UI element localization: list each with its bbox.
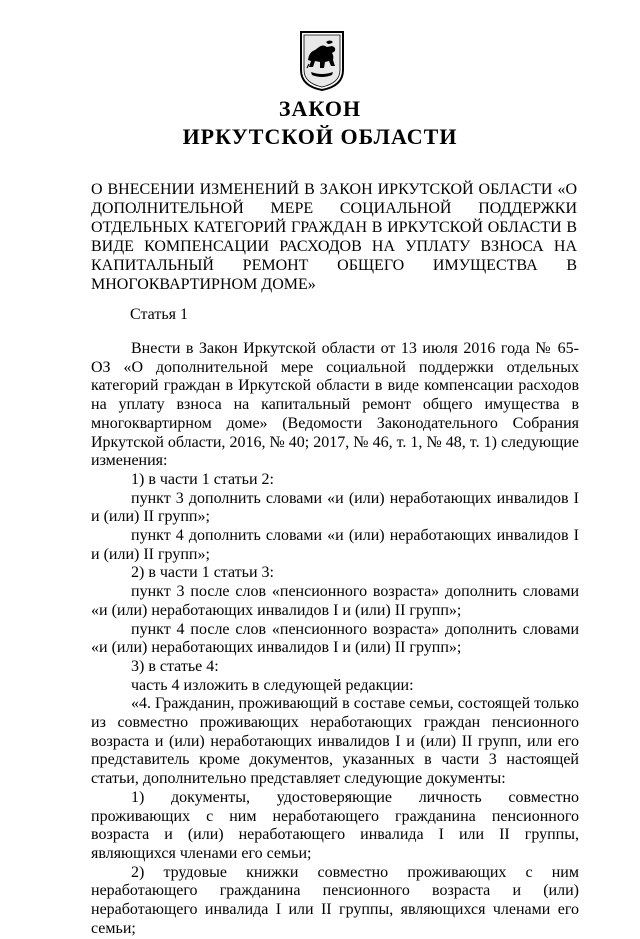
paragraph: пункт 3 после слов «пенсионного возраста» дополнить словами «и (или) неработающих инвалидов I и (или) II групп»; [91, 583, 579, 619]
paragraph: Внести в Закон Иркутской области от 13 июля 2016 года № 65-ОЗ «О дополнительной мере социальной поддержки отдельных категорий граждан в Иркутской области в виде компенсации расходов на уплату взноса на капитальный ремонт общего имущества в многоквартирном доме» (Ведомости Законодательного Собрания Иркутской области, 2016, № 40; 2017, № 46, т. 1, № 48, т. 1) следующие изменения: [91, 340, 579, 470]
paragraph: 3) в статье 4: [131, 657, 219, 675]
paragraph: пункт 4 дополнить словами «и (или) неработающих инвалидов I и (или) II групп»; [91, 527, 579, 563]
coat-of-arms-icon [299, 30, 345, 92]
article-title: Статья 1 [130, 306, 188, 323]
paragraph: 1) документы, удостоверяющие личность совместно проживающих с ним неработающего гражданина пенсионного возраста и (или) неработающего инвалида I или II группы, являющихся членами его семьи; [91, 788, 579, 862]
paragraph: часть 4 изложить в следующей редакции: [131, 676, 414, 694]
paragraph: 2) в части 1 статьи 3: [131, 564, 274, 582]
law-title: ЗАКОН [278, 96, 362, 121]
paragraph: пункт 4 после слов «пенсионного возраста» дополнить словами «и (или) неработающих инвалидов I и (или) II групп»; [91, 620, 579, 657]
paragraph: пункт 3 дополнить словами «и (или) неработающих инвалидов I и (или) II групп»; [91, 489, 579, 526]
paragraph: 2) трудовые книжки совместно проживающих с ним неработающего гражданина пенсионного возраста и (или) неработающего инвалида I или II группы, являющихся членами его семьи; [91, 863, 579, 937]
law-heading: О ВНЕСЕНИИ ИЗМЕНЕНИЙ В ЗАКОН ИРКУТСКОЙ ОБЛАСТИ «О ДОПОЛНИТЕЛЬНОЙ МЕРЕ СОЦИАЛЬНОЙ ПОДДЕРЖКИ ОТДЕЛЬНЫХ КАТЕГОРИЙ ГРАЖДАН В ИРКУТСКОЙ ОБЛАСТИ В ВИДЕ КОМПЕНСАЦИИ РАСХОДОВ НА УПЛАТУ ВЗНОСА НА КАПИТАЛЬНЫЙ РЕМОНТ ОБЩЕГО ИМУЩЕСТВА В МНОГОКВАРТИРНОМ ДОМЕ» [91, 181, 577, 293]
paragraph: «4. Гражданин, проживающий в составе семьи, состоящей только из совместно проживающих неработающих граждан пенсионного возраста и (или) неработающих инвалидов I и (или) II групп, или его представитель кроме документов, указанных в части 3 настоящей статьи, дополнительно представляет следующие документы: [91, 695, 579, 788]
article-body [91, 340, 579, 939]
law-region-title: ИРКУТСКОЙ ОБЛАСТИ [182, 124, 458, 149]
paragraph: 1) в части 1 статьи 2: [131, 470, 274, 488]
